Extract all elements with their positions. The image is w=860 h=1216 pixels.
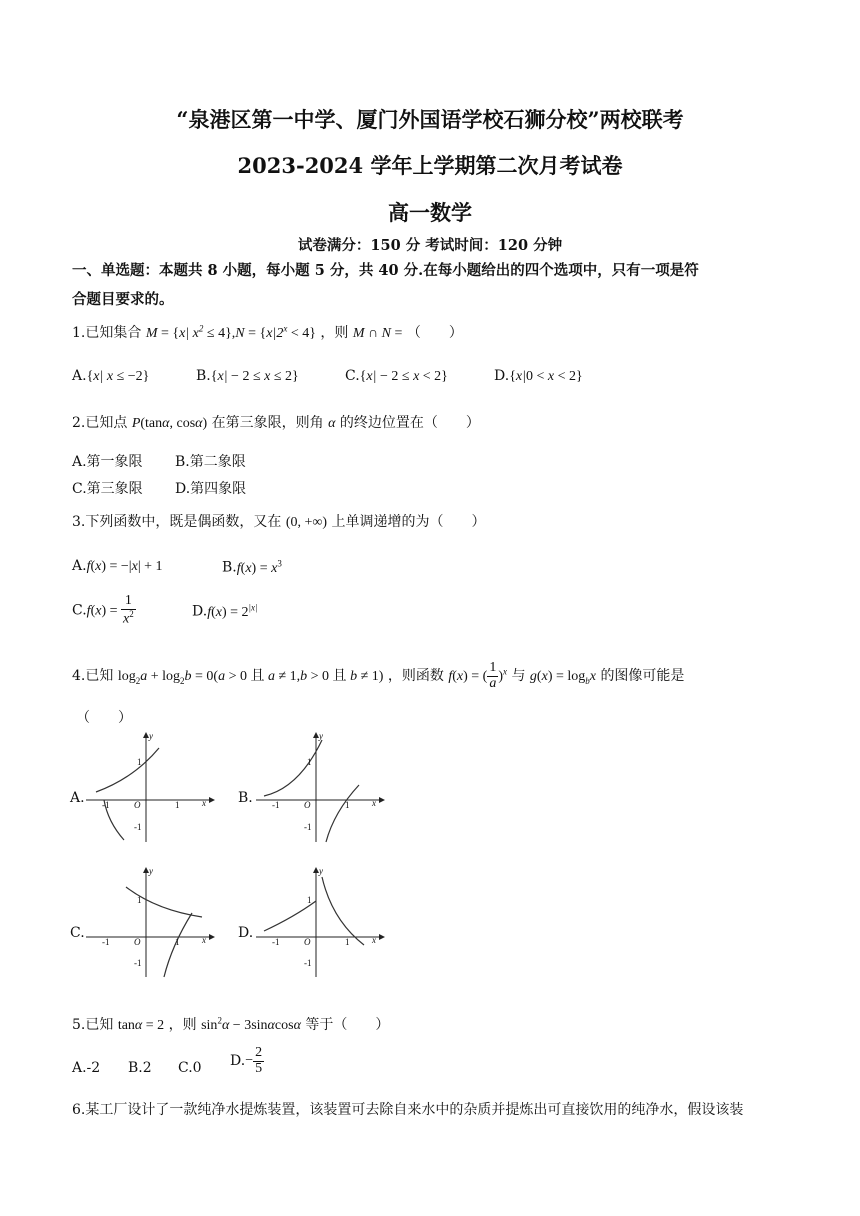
question-6: 6.某工厂设计了一款纯净水提炼装置，该装置可去除自来水中的杂质并提炼出可直接饮用的纯净水，假设该装 (72, 1102, 744, 1118)
q4-blank: （ ） (76, 710, 132, 726)
graph-d-tick-neg1x: -1 (272, 937, 280, 947)
graph-b-tick-neg1y: -1 (304, 822, 312, 832)
graph-c-tick-neg1x: -1 (102, 937, 110, 947)
exam-subtitle: 2023-2024 学年上学期第二次月考试卷 (237, 153, 623, 178)
section-heading-line2: 合题目要求的。 (72, 291, 174, 308)
q2-prefix: 2.已知点 (72, 415, 128, 431)
q4-graph-c (84, 865, 224, 980)
q2-option-a: A.第一象限 (72, 454, 143, 470)
q1-option-c: C.{x| − 2 ≤ x < 2} (345, 368, 448, 384)
graph-a-tick-1y: 1 (137, 757, 142, 767)
q4-graph-d-label: D. (238, 925, 254, 941)
q2-option-c: C.第三象限 (72, 481, 143, 497)
q4-suffix: 的图像可能是 (600, 668, 685, 685)
graph-a-x-label: x (202, 798, 206, 808)
q1-option-b: B.{x| − 2 ≤ x ≤ 2} (196, 368, 299, 384)
q1-sets: M = {x| $x^2 \le 4\},N = \{x|2^x < 4\}$ (145, 323, 316, 341)
q4-graph-a-label: A. (70, 790, 85, 806)
q3-option-a: A.f(x) = −|x| + 1 (72, 558, 163, 574)
q3-option-d: $D.f(x) = 2^{|x|}$ (192, 602, 258, 620)
q2-middle: 在第三象限，则角 (211, 415, 324, 431)
q1-blank: （ ） (406, 325, 463, 341)
graph-c-origin: O (134, 937, 141, 947)
graph-c-tick-1x: 1 (175, 937, 180, 947)
exam-info: 试卷满分：150 分 考试时间：120 分钟 (297, 237, 563, 254)
q4-condition: $\log_2a + \log_2b = 0(a > 0$ 且 a ≠ 1,b > 0 且 b ≠ 1) (117, 669, 384, 686)
q2-suffix: 的终边位置在（ ） (339, 415, 480, 431)
graph-b-tick-1x: 1 (345, 800, 350, 810)
graph-b-y-label: y (319, 731, 323, 741)
graph-d-tick-1y: 1 (307, 895, 312, 905)
question-1 (72, 322, 463, 342)
graph-b-origin: O (304, 800, 311, 810)
exam-title: “泉港区第一中学、厦门外国语学校石狮分校”两校联考 (176, 107, 684, 132)
q5-given: tanα = 2 (117, 1018, 165, 1033)
q3-option-b: $B.f(x) = x^3$ (222, 558, 282, 576)
graph-a-y-label: y (149, 731, 153, 741)
q5-expr: $\sin^2\alpha - 3\sin\alpha\cos\alpha$ (201, 1015, 301, 1033)
q4-middle: ，则函数 (387, 668, 444, 685)
graph-d-y-label: y (319, 866, 323, 876)
q3-interval: (0, +∞) (285, 515, 328, 530)
question-3 (72, 511, 485, 531)
q4-prefix: 4.已知 (72, 668, 114, 685)
q1-expr: M ∩ N = (352, 326, 403, 341)
section-heading-line1: 一、单选题：本题共 8 小题，每小题 5 分，共 40 分.在每小题给出的四个选项中，只有一项是符 (72, 262, 699, 279)
graph-c-tick-neg1y: -1 (134, 958, 142, 968)
q1-option-d: D.{x|0 < x < 2} (494, 368, 583, 384)
graph-a-tick-neg1y: -1 (134, 822, 142, 832)
q3-prefix: 3.下列函数中，既是偶函数，又在 (72, 514, 282, 530)
q4-graph-b (254, 730, 394, 845)
graph-d-tick-1x: 1 (345, 937, 350, 947)
q2-option-d: D.第四象限 (175, 481, 247, 497)
q4-with: 与 (511, 668, 526, 685)
graph-d-x-label: x (372, 935, 376, 945)
graph-d-tick-neg1y: -1 (304, 958, 312, 968)
q5-middle: ，则 (168, 1017, 197, 1033)
q1-suffix: ，则 (320, 325, 349, 341)
q2-point: P(tanα, cosα) (131, 416, 208, 431)
q5-option-c: C.0 (178, 1060, 202, 1076)
q5-suffix: 等于（ ） (305, 1017, 390, 1033)
q2-alpha: α (328, 416, 336, 431)
graph-c-tick-1y: 1 (137, 895, 142, 905)
q5-option-a: A.-2 (72, 1060, 101, 1076)
graph-b-x-label: x (372, 798, 376, 808)
q1-prefix: 1.已知集合 (72, 325, 142, 341)
q5-option-b: B.2 (128, 1060, 152, 1076)
graph-c-x-label: x (202, 935, 206, 945)
q2-option-b: B.第二象限 (175, 454, 246, 470)
q3-option-c: C.f(x) = $\frac{1}{x^2}$ (72, 593, 134, 627)
q4-graph-a (84, 730, 224, 845)
q4-g: $g(x) = \log_bx$ (529, 669, 596, 686)
q4-graph-d (254, 865, 394, 980)
q5-option-d: D.− $\frac{2}{5}$ (230, 1045, 263, 1076)
question-4: 4.已知 $\log_2a + \log_2b = 0(a > 0$ 且 a ≠ 1,b > 0 且 b ≠ 1) ，则函数 f(x) = ( $\frac{1}{a}$ )$^x$ 与 $g(x) = \log_bx$ 的图像可能是 (72, 660, 685, 691)
q4-graph-b-label: B. (238, 790, 253, 806)
graph-b-tick-neg1x: -1 (272, 800, 280, 810)
subject-title: 高一数学 (388, 200, 472, 225)
question-2 (72, 412, 480, 432)
graph-a-origin: O (134, 800, 141, 810)
q1-option-a: A.{x| x ≤ −2} (72, 368, 150, 384)
q4-f: f(x) = ( (448, 669, 488, 685)
q5-prefix: 5.已知 (72, 1017, 114, 1033)
graph-a-tick-neg1x: -1 (102, 800, 110, 810)
graph-a-tick-1x: 1 (175, 800, 180, 810)
graph-c-y-label: y (149, 866, 153, 876)
graph-d-origin: O (304, 937, 311, 947)
question-5 (72, 1014, 389, 1034)
graph-b-tick-1y: 1 (307, 757, 312, 767)
q4-graph-c-label: C. (70, 925, 85, 941)
q3-suffix: 上单调递增的为（ ） (331, 514, 486, 530)
